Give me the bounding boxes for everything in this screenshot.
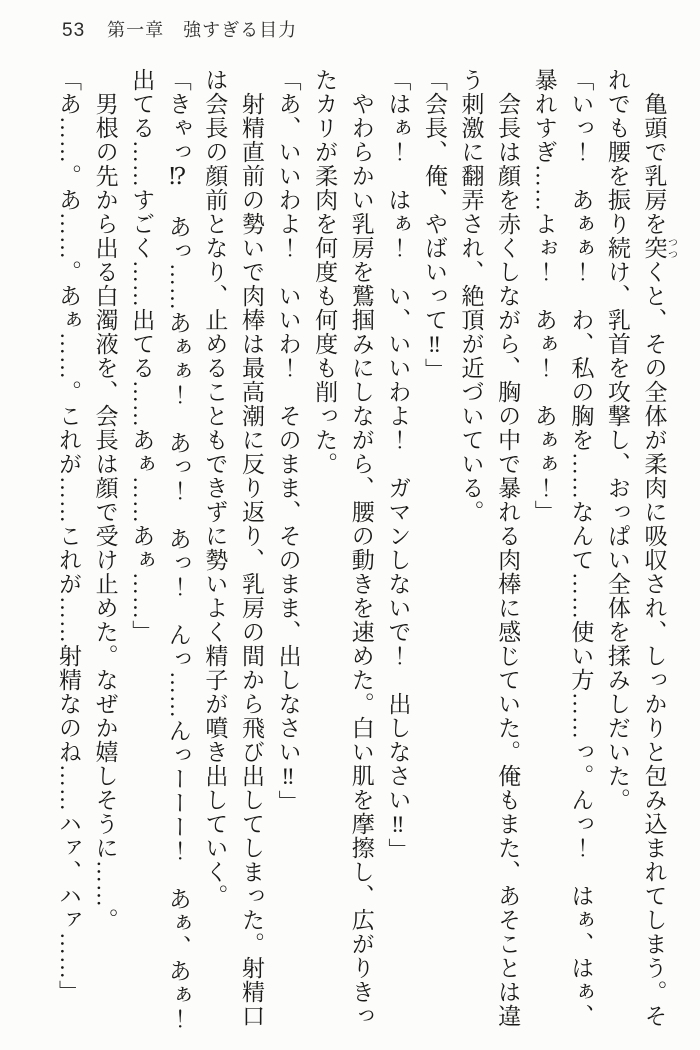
text-line: 男根の先から出る白濁液を、会長は顔で受け止めた。なぜか嬉しそうに……。	[92, 92, 118, 932]
text-line: 亀頭で乳房を突 つつくと、その全体が柔肉に吸収され、しっかりと包み込まれてしまう。そ	[641, 92, 677, 1028]
text-line: 「きゃっ⁉ あっ……あぁぁ！ あっ！ あっ！ んっ……んっーーー！ あぁ、あぁ！	[165, 68, 191, 1031]
text-line: 「はぁ！ はぁ！ い、いいわよ！ ガマンしないで！ 出しなさい‼」	[385, 68, 411, 862]
text-line: 「いっ！ あぁぁ！ わ、私の胸を……なんて……使い方……っ。んっ！ はぁ、はぁ、	[568, 68, 594, 1028]
text-line: 会長は顔を赤くしながら、胸の中で暴れる肉棒に感じていた。俺もまた、あそことは違	[495, 92, 521, 1028]
furigana-ruby: 突 つつ	[641, 236, 677, 260]
text-line: 「会長、俺、やばいって‼」	[421, 68, 447, 382]
text-line: 射精直前の勢いで肉棒は最高潮に反り返り、乳房の間から飛び出してしまった。射精口	[238, 92, 264, 1028]
text-line: う刺激に翻弄され、絶頂が近づいている。	[458, 68, 484, 524]
body-text	[51, 68, 676, 1040]
page-header	[62, 16, 297, 42]
text-line: やわらかい乳房を鷲掴みにしながら、腰の動きを速めた。白い肌を摩擦し、広がりきっ	[348, 92, 374, 1028]
page-number: 53	[62, 20, 86, 41]
text-line: 暴れすぎ……よぉ！ あぁ！ あぁぁ！」	[531, 68, 557, 524]
text-line: は会長の顔前となり、止めることもできずに勢いよく精子が噴き出していく。	[202, 68, 228, 908]
text-line: 「あ、いいわよ！ いいわ！ そのまま、そのまま、出しなさい‼」	[275, 68, 301, 814]
text-line: 「あ……。あ……。あぁ……。これが……これが……射精なのね……ハァ、ハァ……」	[56, 68, 81, 1004]
text-line: 出てる……すごく……出てる……あぁ……あぁ……」	[129, 68, 155, 644]
text-line: れでも腰を振り続け、乳首を攻撃し、おっぱい全体を揉みしだいた。	[604, 68, 630, 812]
chapter-title: 第一章 強すぎる目力	[107, 20, 298, 40]
text-line: たカリが柔肉を何度も何度も削った。	[312, 68, 338, 476]
